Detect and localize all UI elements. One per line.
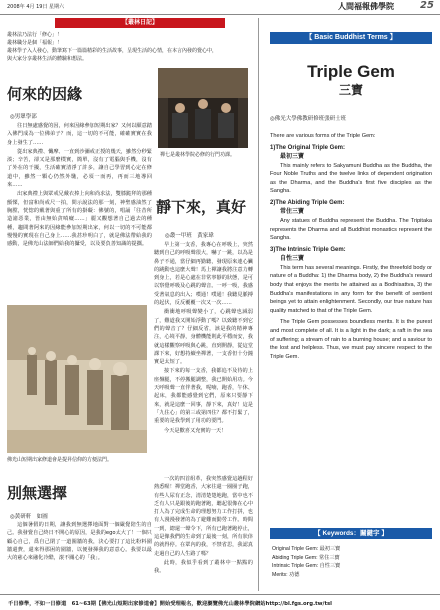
- page-footer: [0, 594, 440, 610]
- article2-title: 靜下來，真好: [156, 198, 247, 216]
- english-title: Triple Gem: [307, 62, 395, 81]
- section-heading: 3)The Intrinsic Triple Gem:: [270, 246, 346, 253]
- section-body: Any statues of Buddha represent the Buddha. The Tripitaka represents the Dharma and all Buddhist monastics represent the Sangha.: [270, 217, 432, 242]
- keyword-item: Abiding Triple Gem: 常住三寶: [272, 554, 340, 561]
- article1-paragraph: 出家典禮上與眾戒兄戴衣捧上向和尚求法，雙膝跪拜的那種顫慄，但富和尚戒尺一拍，問示說法的那一刻，神聖感油然了胸膛，恍惚的戴著與重了所有的掛礙：佛號的，唱誦「往昔所造諸惡業，皆由無始貪嗔癡……」麗又觀想著自己過去的種種，趨間著阿來的因緣能參加短期出家，何以一切的不可能都慢慢的實現在自己身上……我甚珍明白了，就是佛法帶給我的感動，是佛光山法師們給我的攝受，以及要負善知識的提攜。: [7, 191, 152, 248]
- keywords-list: [272, 545, 432, 579]
- article1-paragraph: 從出家典禮、懺摩、一直到沙彌戒正授的幾天，雖然分秒緊湊；辛苦，卻又是那麼樸實，簡單，沒有了電腦與手機，沒有了外在的干擾，生活確實清淨了許多，讓自己學習到心定在修道中，雖然一顆心仍然外馳，必須一而再，再而三地導回來……: [7, 148, 152, 189]
- header-page: 25: [420, 0, 434, 11]
- procession-photo-caption: 佛光山短期出家修道會是提昇信仰的方便法門。: [7, 457, 113, 463]
- article2-paragraph: 今天是歡喜又充實的一天！: [164, 427, 227, 434]
- article2-body: [154, 241, 253, 436]
- header-date: 2008年 4月 19日 星期六: [7, 4, 65, 10]
- article3-author: ◎黃研軒 如圓: [10, 514, 48, 520]
- article2-paragraph: 早上第一支香，我專心在呼吸上，突然聽到自己的呼吸聲很大，嚇了一跳，以為是鼻子不通，當仔細再勤聽，發現原來連心臟的跳動也這麼大聲！馬上禪讓我將注意力轉到身上，若是心處在非常寧靜的狀態，是可以察覺呼吸及心跳的聲音。一呼一吸，我感受著氣息的出入；噗通！噗通！我聽見脈搏的起伏，反反覆覆一次又一次……: [154, 242, 253, 307]
- section-body: This mainly refers to Sakyamuni Buddha as the Buddha, the Four Noble Truths and the twelve links of dependent origination as the Dharma, and the Buddha's first five disciples as the Sangha.: [270, 162, 432, 195]
- section-heading-cn: 常住三寶: [280, 208, 305, 215]
- editorial-line: 叢林學子入人發心，動筆寫下一篇篇精彩的生活故事，呈現生活的心情，在本言內發的覺心中，: [7, 48, 218, 54]
- editorial-line: 叢林職分是個「福報」！: [7, 40, 63, 46]
- article3-paragraph: 一次的四首組革，我突然感覺這趟程好熱悉喔！禪堂跑香，大家往還一圈圈子跑，有些人尿有正念，清清楚楚地跑，當中也不乏有人只是跟後的跑著跑，聽起很像在心中打人為了完成生命的理想努力工作打拼，也有人漫漫發著的為了避難而勤勞工作。時間一到，總還一聲令下，所有已跑著跑停止，這是像我們的生命到了最後一刻，所有狀倖的就得停。在眾內的我，不禁省思，我認真走過自己的人生路了嗎？: [154, 476, 253, 557]
- editorial-line: 與大家分享叢林生活的體驗和想法。: [7, 56, 88, 62]
- english-body: [270, 132, 432, 364]
- article1-author: ◎男眾學部: [10, 114, 37, 120]
- article3-body: [7, 521, 152, 563]
- section-heading: 1)The Original Triple Gem:: [270, 144, 346, 151]
- editorial-intro: [7, 31, 247, 63]
- article2-author: ◎叢一甲班 黃家瑋: [165, 233, 214, 239]
- keyword-item: Intrinsic Triple Gem: 自性三寶: [272, 563, 341, 569]
- article1-body: [7, 122, 152, 249]
- english-intro: There are various forms of the Triple Gem:: [270, 133, 376, 139]
- meditation-photo-caption: 禪七是叢林學院必修的行門功課。: [160, 152, 236, 158]
- procession-photo-image: [7, 305, 147, 453]
- article2-paragraph: 接下來的每一支香，我都追不及待的上座盤腿，不停搬腿調整，我已開始用功。今天呼吸聲一直伴著我，呢喃，跑香，午休、起床，我都能感覺到它們，原來只要靜下來，就是這麼一回事，靜下來，真好！這是「九住心」的第三或第四住？都不打緊了，重要的是我學到了用功的要門。: [154, 368, 253, 425]
- section-heading-cn: 自性三寶: [280, 255, 305, 262]
- editorial-tag: 【叢林日記】: [55, 18, 225, 28]
- keywords-tag: 【 Keywords：關鍵字 】: [270, 528, 432, 539]
- meditation-photo-image: [158, 68, 248, 148]
- section-heading-cn: 最初三寶: [280, 153, 305, 160]
- article2-paragraph: 衝衝地呼吸聲變小了，心跳聲也減弱了，難道我又開始浮動了嗎？以致聽不到它們的聲音了？仔細反省，該是我的精神專注，心境平靜，身體機能則此平穩而安，我就這樣觀察呼吸與心跳，直到開靜，從這堂課下來，好想持續坐禪著，一支香但十分鐘實是太短了。: [154, 309, 253, 366]
- article1-paragraph: 往日無處感覺的因，何來因緣參加短期出家？又何以願意踏入佛門成為一位佛弟子？而，這一切的不可能，確確實實在我身上發生了……: [7, 123, 152, 146]
- english-author: ◎佛光大學佛教研修班張研士班: [270, 116, 347, 122]
- procession-photo: [7, 305, 147, 453]
- page-header: [0, 0, 440, 15]
- article3-paragraph: 此時，我似乎看到了叢林中一點點的我。: [154, 559, 253, 575]
- article1-title: 何來的因緣: [7, 85, 83, 103]
- editorial-line: 叢林法乃法行「修心」！: [7, 32, 63, 38]
- header-column: 人間福報佛學院: [338, 2, 394, 11]
- keyword-item: Merits: 功德: [272, 571, 300, 578]
- article3-paragraph: 這個暑假的日期，讓我到無選擇地面對一個嚴覺陪生的自己。我發覺自己終日不開心的原因，是我的ego太大了！一個只顧心自己，爲自己閉了一道圍牆的我，決心要打了這比粉料圍牆還費，還來得那困的圍牆，以便發揮我的意意心。我要以最大的慈心來融化冷酷，滾不關心的「我」。: [7, 522, 152, 562]
- column-divider: [258, 18, 259, 591]
- section-heading: 2)The Abiding Triple Gem:: [270, 199, 345, 206]
- article3-continuation: [154, 475, 253, 577]
- english-title-cn: 三寶: [338, 83, 363, 97]
- article3-title: 別無選擇: [7, 484, 68, 502]
- section-body: This term has several meanings. Firstly, the threefold body or nature of a Buddha: 1) the Dharma body, 2) the Buddha's reward body that enjoys the merits he attained as a Bodhisattva, 3) the Buddha's manifestations in any form for the benefit of sentient beings yet to attain enlightenment. Secondly, our true nature has quality matched to that of the Triple Gem.: [270, 264, 432, 314]
- footer-text: 千日修學，不如一日修道 61~63期【佛光山短期出家修道會】開始受理報名，歡迎瀏覽佛光山叢林學院網站http://bl.fgs.org.tw/tsl: [8, 601, 332, 607]
- keyword-item: Original Triple Gem: 最初三寶: [272, 546, 341, 552]
- section-body: The Triple Gem possesses boundless merits. It is the purest and most complete of all. It is a light in the dark; a raft in the sea of suffering; a stream of rain to a burning house; and a saviour to the lost and helpless. Thus, we must pay sincere respect to the Triple Gem.: [270, 319, 432, 360]
- meditation-photo: [158, 68, 248, 148]
- english-tag: 【 Basic Buddhist Terms 】: [270, 32, 432, 44]
